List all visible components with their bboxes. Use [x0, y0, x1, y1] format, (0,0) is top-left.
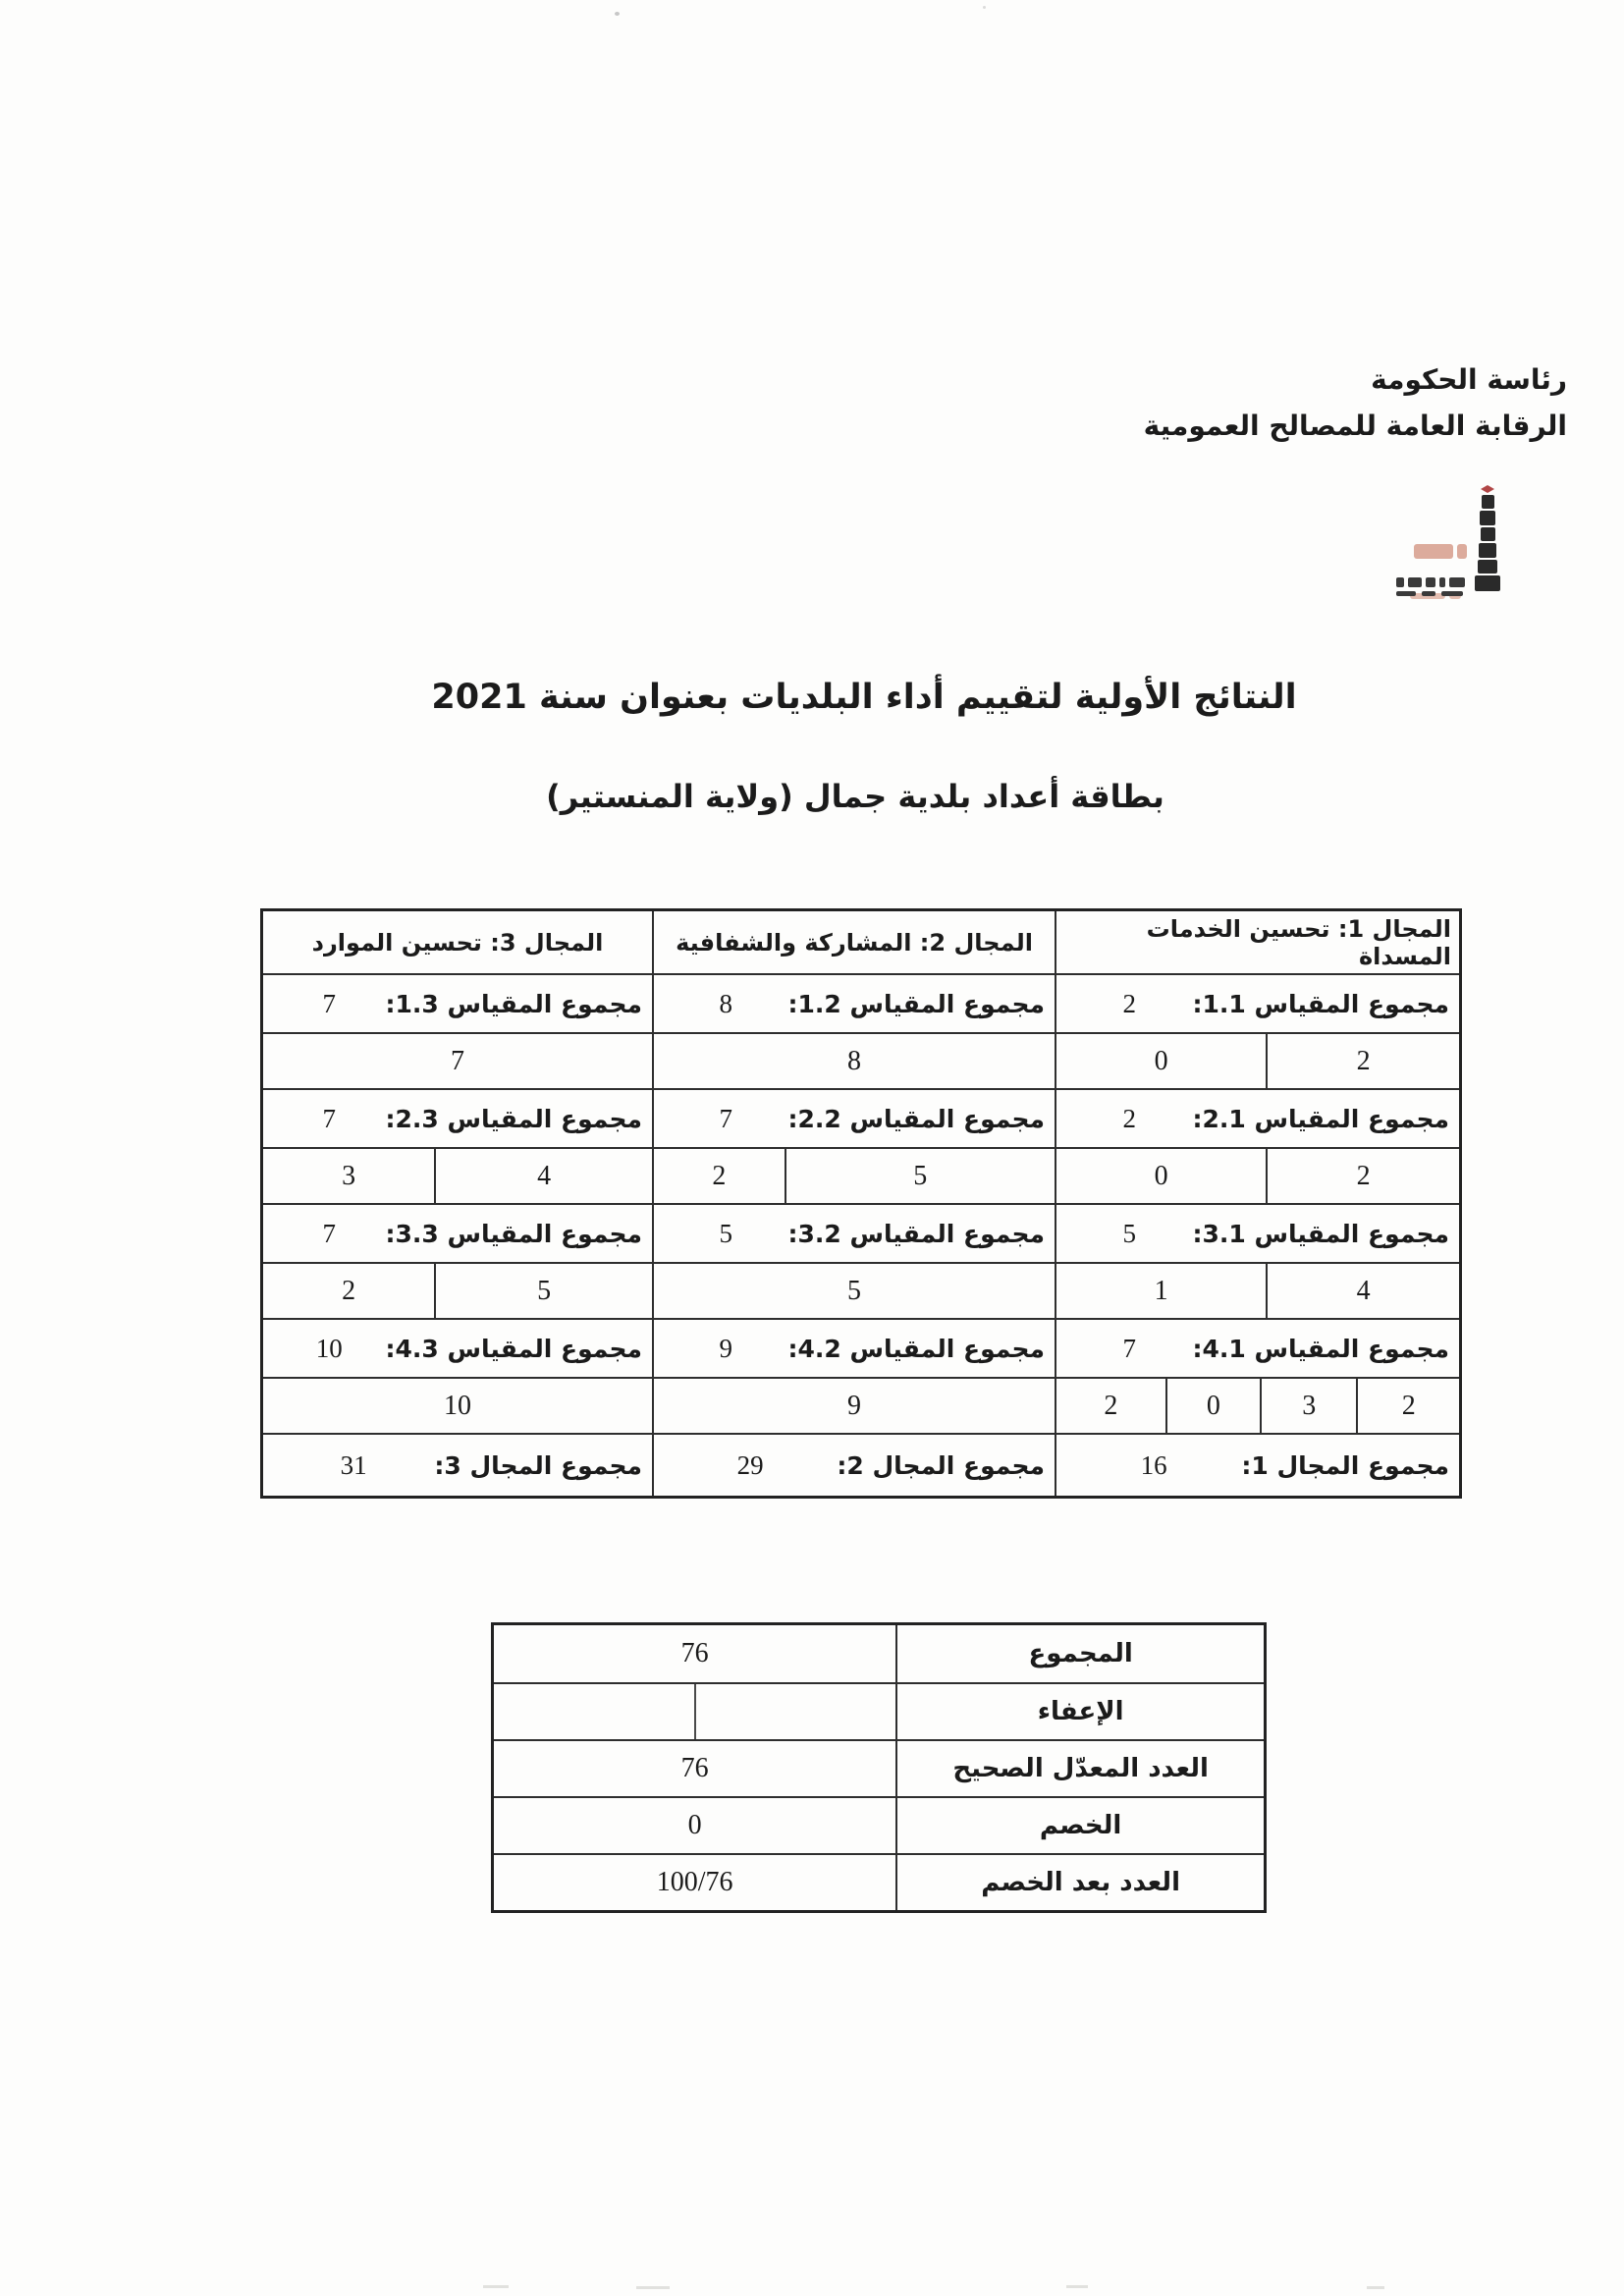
- measure-total: 7: [1122, 1333, 1136, 1363]
- measure-total: 5: [1122, 1218, 1136, 1248]
- sub-score-cell: 0: [1154, 1045, 1168, 1076]
- sub-score-cell: 8: [847, 1045, 861, 1076]
- measure-1-2-cell: [652, 975, 1055, 1032]
- sub-score-cell: 5: [847, 1275, 861, 1306]
- sub-score-cell: 2: [1356, 1379, 1459, 1433]
- summary-table: [491, 1622, 1267, 1913]
- document-subtitle: بطاقة أعداد بلدية جمال (ولاية المنستير): [546, 778, 1164, 815]
- measure-2-1-cell: [1055, 1090, 1459, 1147]
- domain-total-label: مجموع المجال 1:: [1241, 1450, 1449, 1480]
- measure-total: 7: [322, 988, 336, 1018]
- sub-score-cell: 0: [1154, 1160, 1168, 1191]
- measure-1-label-row: [263, 973, 1459, 1032]
- sub-score-cell: 2: [712, 1160, 727, 1191]
- sub-score-cell: 2: [1266, 1034, 1459, 1088]
- summary-row-exemption: [494, 1682, 1264, 1739]
- scan-speck: [983, 6, 986, 9]
- sub-score-cell: 3: [342, 1160, 356, 1191]
- sub-score-cell: 0: [1165, 1379, 1260, 1433]
- domain-totals-row: [263, 1433, 1459, 1496]
- measure-total: 10: [315, 1333, 343, 1363]
- domain-total-value: 16: [1140, 1449, 1167, 1480]
- measure-total: 7: [322, 1103, 336, 1133]
- domain2-total-cell: [652, 1435, 1055, 1496]
- scan-speck: [615, 12, 620, 16]
- domain-total-value: 31: [340, 1449, 367, 1480]
- scan-artifact: [636, 2286, 670, 2289]
- measure-4-1-cell: [1055, 1320, 1459, 1377]
- measure-total: 2: [1122, 1103, 1136, 1133]
- measure-label: مجموع المقياس 2.1:: [1192, 1104, 1449, 1133]
- summary-label: العدد المعدّل الصحيح: [895, 1741, 1264, 1796]
- government-tower-stamp-icon: [1384, 483, 1551, 609]
- measure-4-3-cell: [263, 1320, 652, 1377]
- subscores-domain3: [263, 1034, 652, 1088]
- measure-total: 8: [719, 988, 732, 1018]
- measure-3-3-cell: [263, 1205, 652, 1262]
- summary-label: العدد بعد الخصم: [895, 1855, 1264, 1910]
- subscores-domain1: [1055, 1149, 1459, 1203]
- subscores-domain2: [652, 1379, 1055, 1433]
- summary-label: المجموع: [895, 1625, 1264, 1682]
- subscores-domain3: [263, 1379, 652, 1433]
- domain-total-label: مجموع المجال 2:: [837, 1450, 1045, 1480]
- measure-label: مجموع المقياس 2.3:: [385, 1104, 642, 1133]
- subscores-domain1: [1055, 1034, 1459, 1088]
- measure-2-2-cell: [652, 1090, 1055, 1147]
- scan-artifact: [1367, 2286, 1384, 2289]
- measure-1-subscores-row: [263, 1032, 1459, 1088]
- measure-label: مجموع المقياس 3.2:: [787, 1219, 1045, 1248]
- domain1-total-cell: [1055, 1435, 1459, 1496]
- document-title: النتائج الأولية لتقييم أداء البلديات بعنوان سنة 2021: [431, 678, 1297, 717]
- measure-total: 5: [719, 1218, 732, 1248]
- measure-label: مجموع المقياس 1.3:: [385, 989, 642, 1018]
- sub-score-cell: 3: [1260, 1379, 1356, 1433]
- table-header-row: [263, 911, 1459, 973]
- summary-value: 76: [680, 1753, 709, 1783]
- subscores-domain3: [263, 1149, 652, 1203]
- sub-score-cell: 10: [444, 1390, 471, 1421]
- sub-score-cell: 9: [847, 1390, 861, 1421]
- subscores-domain3: [263, 1264, 652, 1318]
- measure-label: مجموع المقياس 2.2:: [787, 1104, 1045, 1133]
- measure-3-subscores-row: [263, 1262, 1459, 1318]
- subscores-domain1: [1055, 1379, 1459, 1433]
- subscores-domain2: [652, 1034, 1055, 1088]
- sub-score-cell: 4: [434, 1149, 652, 1203]
- domain-total-label: مجموع المجال 3:: [434, 1450, 642, 1480]
- domain3-header-cell: المجال 3: تحسين الموارد: [311, 928, 604, 957]
- measure-total: 9: [719, 1333, 732, 1363]
- org-name-line1: رئاسة الحكومة: [1371, 363, 1567, 396]
- measure-label: مجموع المقياس 4.1:: [1192, 1334, 1449, 1363]
- summary-row-total: [494, 1625, 1264, 1682]
- measure-2-label-row: [263, 1088, 1459, 1147]
- measure-total: 7: [719, 1103, 732, 1133]
- sub-score-cell: 4: [1266, 1264, 1459, 1318]
- measure-4-label-row: [263, 1318, 1459, 1377]
- sub-score-cell: 1: [1154, 1275, 1168, 1306]
- subscores-domain2: [652, 1264, 1055, 1318]
- sub-score-cell: 2: [1266, 1149, 1459, 1203]
- measure-4-2-cell: [652, 1320, 1055, 1377]
- domain1-header-cell: المجال 1: تحسين الخدمات المسداة: [1055, 911, 1459, 973]
- domain3-total-cell: [263, 1435, 652, 1496]
- measure-1-1-cell: [1055, 975, 1459, 1032]
- domain-total-value: 29: [736, 1449, 764, 1480]
- summary-value: 76: [680, 1638, 709, 1668]
- summary-label: الإعفاء: [895, 1684, 1264, 1739]
- measure-4-subscores-row: [263, 1377, 1459, 1433]
- subscores-domain1: [1055, 1264, 1459, 1318]
- exemption-value-cell: [494, 1684, 895, 1739]
- measure-label: مجموع المقياس 3.3:: [385, 1219, 642, 1248]
- summary-row-adjusted: [494, 1739, 1264, 1796]
- summary-row-final: [494, 1853, 1264, 1910]
- sub-score-cell: 5: [785, 1149, 1055, 1203]
- measure-label: مجموع المقياس 4.3:: [385, 1334, 642, 1363]
- exemption-value-left: [494, 1684, 694, 1739]
- measure-2-3-cell: [263, 1090, 652, 1147]
- measure-total: 7: [322, 1218, 336, 1248]
- summary-value: 100/76: [656, 1867, 733, 1897]
- measure-3-1-cell: [1055, 1205, 1459, 1262]
- subscores-domain2: [652, 1149, 1055, 1203]
- measure-2-subscores-row: [263, 1147, 1459, 1203]
- sub-score-cell: 2: [1104, 1390, 1118, 1421]
- measure-1-3-cell: [263, 975, 652, 1032]
- sub-score-cell: 5: [434, 1264, 652, 1318]
- domain-scores-table: [260, 908, 1462, 1499]
- exemption-value-right: [694, 1684, 896, 1739]
- measure-total: 2: [1122, 988, 1136, 1018]
- summary-label: الخصم: [895, 1798, 1264, 1853]
- measure-label: مجموع المقياس 1.1:: [1192, 989, 1449, 1018]
- measure-label: مجموع المقياس 4.2:: [787, 1334, 1045, 1363]
- measure-label: مجموع المقياس 1.2:: [787, 989, 1045, 1018]
- letterhead: [1144, 363, 1567, 442]
- measure-label: مجموع المقياس 3.1:: [1192, 1219, 1449, 1248]
- summary-value: 0: [687, 1810, 702, 1840]
- org-name-line2: الرقابة العامة للمصالح العمومية: [1143, 410, 1567, 442]
- sub-score-cell: 2: [342, 1275, 356, 1306]
- measure-3-label-row: [263, 1203, 1459, 1262]
- sub-score-cell: 7: [451, 1045, 464, 1076]
- scan-artifact: [1066, 2285, 1088, 2288]
- summary-row-deduction: [494, 1796, 1264, 1853]
- scan-artifact: [483, 2285, 509, 2288]
- domain2-header-cell: المجال 2: المشاركة والشفافية: [652, 911, 1055, 973]
- measure-3-2-cell: [652, 1205, 1055, 1262]
